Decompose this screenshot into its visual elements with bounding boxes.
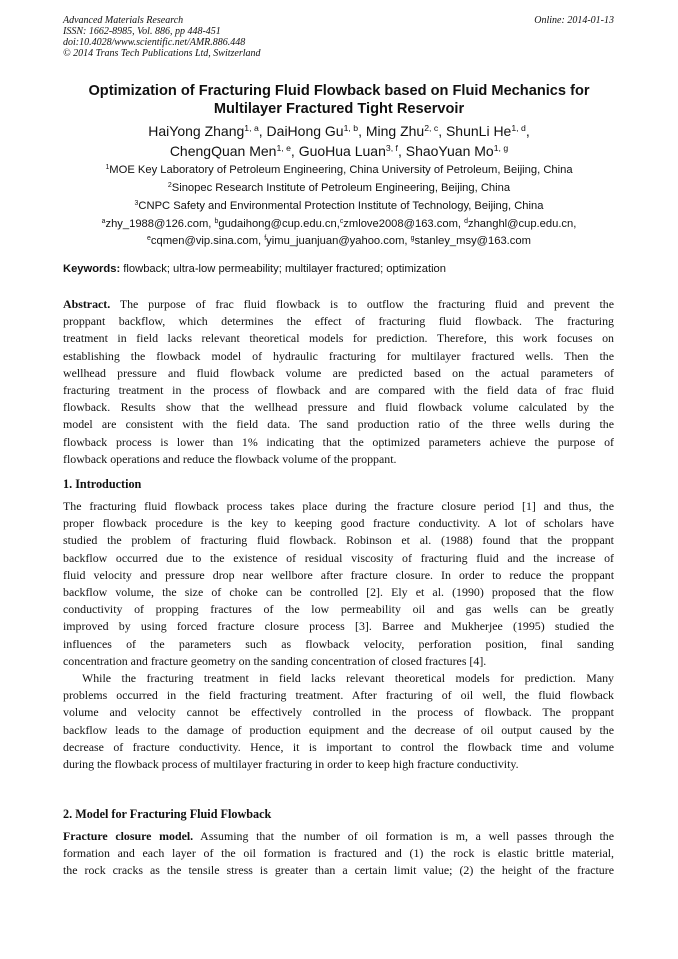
author-name: HaiYong Zhang bbox=[148, 123, 245, 139]
email-link[interactable]: gudaihong@cup.edu.cn, bbox=[218, 218, 340, 230]
abstract-line: flowback process is lower than 1% indicating that the optimized parameters achieve the purpose of bbox=[63, 434, 614, 449]
model-paragraph-1 bbox=[63, 828, 614, 880]
abstract-line: Abstract. The purpose of frac fluid flowback is to outflow the fracturing fluid and prevent the bbox=[63, 297, 614, 311]
body-line: formation and each layer of the oil formation is fractured and (1) the rock is elastic brittle material, bbox=[63, 846, 614, 861]
author-sup: 2, c bbox=[424, 123, 439, 134]
email-link[interactable]: zhanghl@cup.edu.cn, bbox=[467, 218, 577, 230]
body-line: volume and velocity cannot be effectively controlled in the process of flowback. The proppant bbox=[63, 705, 614, 720]
body-line: fluid velocity and pressure drop near wellbore after fracture closure. In order to reduce the proppant bbox=[63, 567, 614, 582]
section-heading-model: 2. Model for Fracturing Fluid Flowback bbox=[63, 807, 272, 821]
body-line: conductivity of propping fractures of the low permeability oil and gas wells can be greatly bbox=[63, 602, 614, 617]
abstract-line: proppant backflow, which determines the effect of fracturing fluid flowback. The fracturing bbox=[63, 314, 614, 329]
author-sup: 1, a bbox=[244, 123, 259, 134]
body-line: backflow volume, the size of choke can be controlled [2]. Ely et al. (1990) proposed that the flow bbox=[63, 585, 614, 600]
journal-name: Advanced Materials Research bbox=[63, 15, 184, 26]
body-line: concentration and fracture geometry on the sanding concentration of closed fractures [4]. bbox=[63, 653, 487, 668]
affiliation-1: $^1$MOE Key Laboratory of Petroleum Engineering, China University of Petroleum, Beijing, China bbox=[105, 164, 573, 176]
body-line: influences of the parameters such as flowback velocity, perforation position, final sanding bbox=[63, 636, 614, 651]
author-list bbox=[40, 121, 638, 161]
body-line: problems occurred in the field fracturing treatment. After fracturing of oil well, the fluid flowback bbox=[63, 688, 614, 703]
body-line: While the fracturing treatment in field lacks relevant theoretical models for prediction. Many bbox=[82, 671, 614, 685]
keywords-text: flowback; ultra-low permeability; multilayer fractured; optimization bbox=[120, 263, 447, 275]
email-link[interactable]: stanley_msy@163.com bbox=[414, 235, 531, 247]
author-sup: 1, b bbox=[343, 123, 359, 134]
abstract-line: wellhead pressure and fluid flowback volume are predicted based on the actual parameters of bbox=[63, 365, 614, 380]
journal-header bbox=[63, 15, 261, 59]
body-line: improved by using forced fracture closure process [3]. Barree and Mukherjee (1995) studied the bbox=[63, 619, 614, 634]
email-link[interactable]: cqmen@vip.sina.com, bbox=[150, 235, 265, 247]
issn-line: ISSN: 1662-8985, Vol. 886, pp 448-451 bbox=[63, 26, 221, 37]
subsection-label: Fracture closure model. bbox=[63, 829, 194, 843]
abstract-line: fracturing treatment in the process of flowback and are compared with the field data of frac fluid bbox=[63, 383, 614, 398]
abstract-line: flowback operations and reduce the flowback volume of the proppant. bbox=[63, 451, 397, 466]
author-sup: 1, g bbox=[493, 143, 509, 154]
body-line: The fracturing fluid flowback process takes place during the fracture closure period [1] and thus, the bbox=[63, 499, 614, 513]
paper-title bbox=[40, 82, 638, 118]
author-sup: 3, f bbox=[385, 143, 398, 154]
body-line: backflow occurred due to the existence of residual viscosity of fracturing fluid and the increase of bbox=[63, 550, 614, 565]
author-line-1: HaiYong Zhang$^{1, a}$, DaiHong Gu$^{1, b}$, Ming Zhu$^{2, c}$, ShunLi He$^{1, d}$, bbox=[148, 123, 530, 139]
email-line-2: $^e$cqmen@vip.sina.com, $^f$yimu_juanjuan@yahoo.com, $^g$stanley_msy@163.com bbox=[147, 235, 531, 247]
affiliation-2: $^2$Sinopec Research Institute of Petroleum Engineering, Beijing, China bbox=[167, 182, 511, 194]
abstract bbox=[63, 296, 614, 468]
copyright-line: © 2014 Trans Tech Publications Ltd, Switzerland bbox=[63, 48, 261, 59]
email-line-1: $^a$zhy_1988@126.com, $^b$gudaihong@cup.edu.cn,$^c$zmlove2008@163.com, $^d$zhanghl@cup.edu.cn, bbox=[101, 218, 577, 230]
online-date: Online: 2014-01-13 bbox=[534, 15, 614, 26]
email-link[interactable]: zmlove2008@163.com, bbox=[343, 218, 465, 230]
author-name: ChengQuan Men bbox=[169, 143, 277, 159]
body-line: the rock cracks as the tensile stress is greater than a certain limit value; (2) the height of the fracture bbox=[63, 863, 614, 878]
intro-paragraph-2 bbox=[63, 670, 614, 773]
body-line: backflow leads to the damage of production equipment and the decrease of oil output caused by the bbox=[63, 722, 614, 737]
author-name: ShunLi He bbox=[445, 123, 512, 139]
body-line: during the flowback process of multilayer fracturing in order to keep high fracture conductivity. bbox=[63, 757, 519, 772]
author-name: DaiHong Gu bbox=[266, 123, 344, 139]
title-line-2: Multilayer Fractured Tight Reservoir bbox=[213, 101, 465, 117]
section-heading-introduction: 1. Introduction bbox=[63, 477, 142, 491]
abstract-line: flowback. Results show that the wellhead pressure and fluid flowback volume calculated by the bbox=[63, 400, 614, 415]
author-name: ShaoYuan Mo bbox=[405, 143, 494, 159]
abstract-line: establishing the flowback model of hydraulic fracturing for multilayer fractured wells. Then the bbox=[63, 348, 614, 363]
body-line: Fracture closure model. Assuming that the number of oil formation is m, a well passes through the bbox=[63, 829, 614, 843]
body-line: proper flowback procedure is the key to keeping good fracture conductivity. A lot of scholars have bbox=[63, 516, 614, 531]
keywords bbox=[63, 262, 614, 276]
email-link[interactable]: zhy_1988@126.com, bbox=[105, 218, 215, 230]
body-line: decrease of fracture conductivity. Hence, it is important to control the flowback time and volume bbox=[63, 739, 614, 754]
email-link[interactable]: yimu_juanjuan@yahoo.com, bbox=[266, 235, 411, 247]
abstract-label: Abstract. bbox=[63, 297, 111, 311]
intro-paragraph-1 bbox=[63, 498, 614, 670]
author-name: Ming Zhu bbox=[365, 123, 425, 139]
author-sup: 1, e bbox=[276, 143, 291, 154]
doi-line: doi:10.4028/www.scientific.net/AMR.886.448 bbox=[63, 37, 246, 48]
author-line-2: ChengQuan Men$^{1, e}$, GuoHua Luan$^{3, f}$, ShaoYuan Mo$^{1, g}$ bbox=[169, 143, 509, 159]
author-sup: 1, d bbox=[511, 123, 526, 134]
affiliation-3: $^3$CNPC Safety and Environmental Protection Institute of Technology, Beijing, China bbox=[134, 200, 544, 212]
body-line: studied the problem of fracturing fluid flowback. Robinson et al. (1988) found that the proppant bbox=[63, 533, 614, 548]
author-name: GuoHua Luan bbox=[298, 143, 386, 159]
abstract-line: treatment in field lacks relevant theoretical models for prediction. Therefore, this work focuses on bbox=[63, 331, 614, 346]
abstract-line: model are consistent with the field data. The sand production ratio of the three wells during the bbox=[63, 417, 614, 432]
title-line-1: Optimization of Fracturing Fluid Flowback based on Fluid Mechanics for bbox=[88, 83, 590, 99]
keywords-label: Keywords: bbox=[63, 263, 121, 275]
